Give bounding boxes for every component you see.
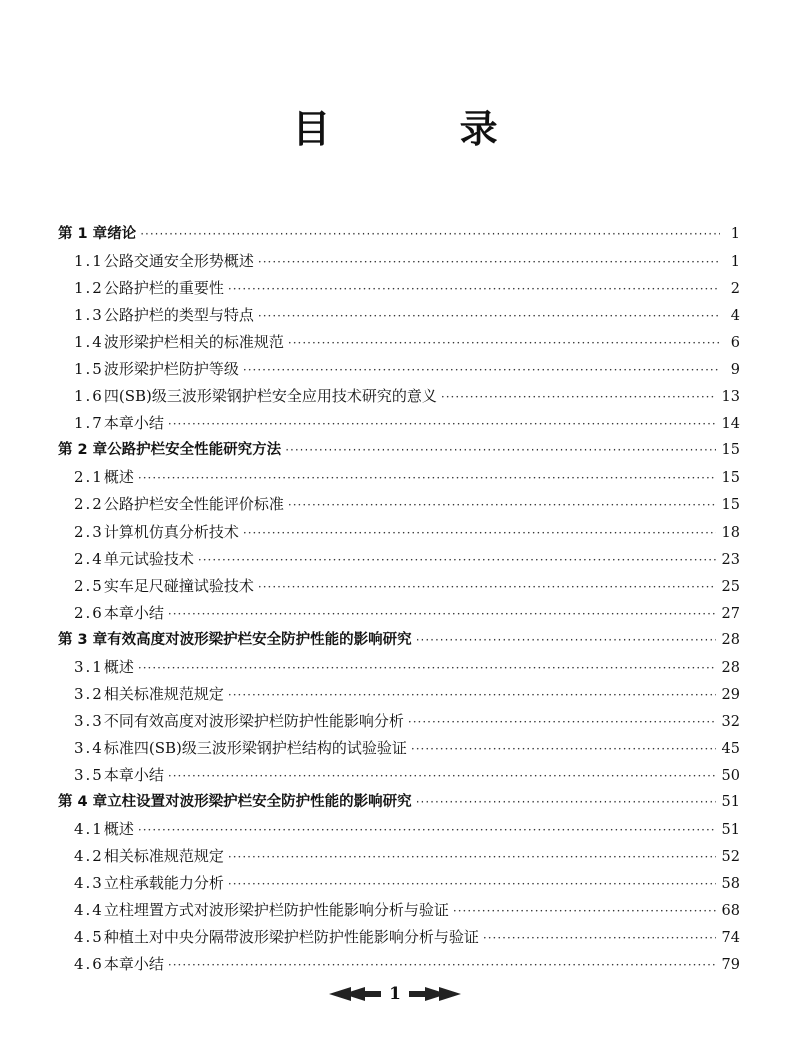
toc-entry-number: 3.2 [74, 684, 104, 703]
toc-section-entry [58, 843, 740, 870]
toc-entry-title: 公路护栏的类型与特点 [103, 306, 254, 325]
toc-entry-number: 1.2 [74, 279, 104, 298]
toc-entry-page: 15 [721, 470, 740, 487]
toc-entry-title: 不同有效高度对波形梁护栏防护性能影响分析 [103, 711, 404, 730]
double-arrow-right-icon [409, 986, 461, 1002]
toc-section-entry [58, 329, 740, 356]
toc-section-entry [58, 302, 740, 329]
dot-leader [228, 844, 716, 871]
dot-leader [168, 601, 716, 628]
toc-entry-title: 标准四(SB)级三波形梁钢护栏结构的试验验证 [103, 738, 407, 757]
toc-entry-page: 50 [721, 767, 740, 784]
dot-leader [258, 574, 716, 601]
toc-entry-title: 计算机仿真分析技术 [103, 522, 239, 541]
toc-entry-page: 23 [721, 551, 740, 568]
toc-entry-number: 1.5 [74, 360, 104, 379]
dot-leader [228, 276, 720, 303]
toc-chapter-entry [58, 221, 740, 248]
toc-entry-page: 32 [721, 713, 740, 730]
dot-leader [140, 221, 720, 248]
toc-entry-number: 1.1 [74, 252, 104, 271]
toc-section-entry [58, 951, 740, 978]
dot-leader [138, 465, 716, 492]
page-number: 1 [389, 984, 401, 1004]
dot-leader [258, 249, 720, 276]
toc-entry-page: 4 [730, 308, 740, 325]
toc-entry-page: 9 [730, 362, 740, 379]
toc-entry-page: 15 [721, 497, 740, 514]
toc-entry-number: 3.1 [74, 657, 104, 676]
toc-entry-title: 单元试验技术 [103, 549, 194, 568]
toc-entry-page: 14 [721, 416, 740, 433]
toc-entry-title: 立柱埋置方式对波形梁护栏防护性能影响分析与验证 [103, 901, 449, 920]
toc-section-entry [58, 410, 740, 437]
toc-entry-number: 1.4 [74, 333, 104, 352]
toc-entry-title: 四(SB)级三波形梁钢护栏安全应用技术研究的意义 [103, 387, 437, 406]
toc-entry-number: 第 1 章 [58, 226, 108, 242]
toc-entry-title: 概述 [103, 657, 134, 676]
toc-entry-page: 25 [721, 578, 740, 595]
toc-entry-title: 波形梁护栏相关的标准规范 [103, 333, 284, 352]
toc-entry-page: 52 [721, 849, 740, 866]
toc-entry-number: 2.6 [74, 603, 104, 622]
toc-entry-page: 1 [730, 226, 740, 242]
dot-leader [168, 952, 716, 979]
toc-entry-number: 1.7 [74, 414, 104, 433]
toc-chapter-entry [58, 789, 740, 816]
toc-entry-page: 6 [730, 335, 740, 352]
toc-chapter-entry [58, 437, 740, 464]
toc-entry-number: 2.2 [74, 495, 104, 514]
dot-leader [198, 547, 716, 574]
toc-entry-page: 15 [721, 442, 740, 459]
dot-leader [168, 763, 716, 790]
toc-section-entry [58, 735, 740, 762]
toc-entry-title: 相关标准规范规定 [103, 684, 224, 703]
dot-leader [168, 411, 716, 438]
toc-entry-title: 公路交通安全形势概述 [103, 252, 254, 271]
toc-entry-number: 3.5 [74, 765, 104, 784]
toc-entry-number: 2.5 [74, 576, 104, 595]
toc-entry-page: 27 [721, 605, 740, 622]
toc-entry-number: 4.1 [74, 820, 104, 839]
dot-leader [441, 384, 716, 411]
toc-entry-page: 1 [730, 254, 740, 271]
toc-entry-title: 概述 [103, 468, 134, 487]
toc-entry-title: 波形梁护栏防护等级 [103, 360, 239, 379]
toc-entry-page: 45 [721, 740, 740, 757]
toc-entry-number: 4.5 [74, 928, 104, 947]
toc-section-entry [58, 681, 740, 708]
toc-section-entry [58, 248, 740, 275]
toc-section-entry [58, 708, 740, 735]
double-arrow-left-icon [329, 986, 381, 1002]
toc-section-entry [58, 897, 740, 924]
toc-entry-title: 公路护栏安全性能研究方法 [107, 442, 282, 459]
toc-entry-page: 58 [721, 876, 740, 893]
toc-entry-title: 本章小结 [103, 414, 164, 433]
toc-entry-title: 公路护栏安全性能评价标准 [103, 495, 284, 514]
toc-entry-title: 公路护栏的重要性 [103, 279, 224, 298]
toc-entry-number: 4.2 [74, 847, 104, 866]
toc-entry-number: 1.3 [74, 306, 104, 325]
toc-entry-page: 79 [721, 957, 740, 974]
toc-section-entry [58, 870, 740, 897]
dot-leader [416, 789, 716, 816]
toc-entry-number: 2.3 [74, 522, 104, 541]
dot-leader [138, 817, 716, 844]
toc-entry-number: 2.4 [74, 549, 104, 568]
dot-leader [258, 303, 720, 330]
toc-section-entry [58, 519, 740, 546]
toc-entry-number: 3.3 [74, 711, 104, 730]
toc-entry-page: 51 [721, 822, 740, 839]
toc-entry-number: 第 2 章 [58, 442, 108, 459]
dot-leader [288, 492, 716, 519]
dot-leader [243, 357, 720, 384]
dot-leader [228, 871, 716, 898]
dot-leader [483, 925, 716, 952]
toc-entry-number: 4.4 [74, 901, 104, 920]
toc-entry-title: 相关标准规范规定 [103, 847, 224, 866]
toc-entry-title: 绪论 [107, 226, 137, 242]
table-of-contents [58, 221, 740, 978]
dot-leader [288, 330, 720, 357]
dot-leader [453, 898, 716, 925]
dot-leader [243, 520, 716, 547]
toc-chapter-entry [58, 627, 740, 654]
toc-entry-page: 18 [721, 524, 740, 541]
toc-entry-title: 本章小结 [103, 955, 164, 974]
dot-leader [138, 655, 716, 682]
toc-entry-number: 2.1 [74, 468, 104, 487]
toc-entry-title: 有效高度对波形梁护栏安全防护性能的影响研究 [107, 631, 412, 648]
toc-section-entry [58, 924, 740, 951]
dot-leader [228, 682, 716, 709]
toc-entry-page: 51 [721, 793, 740, 810]
toc-section-entry [58, 491, 740, 518]
toc-section-entry [58, 546, 740, 573]
toc-entry-title: 实车足尺碰撞试验技术 [103, 576, 254, 595]
toc-entry-number: 4.6 [74, 955, 104, 974]
page-footer [0, 984, 790, 1004]
toc-section-entry [58, 464, 740, 491]
dot-leader [411, 736, 716, 763]
toc-entry-page: 28 [721, 631, 740, 648]
toc-entry-page: 2 [730, 281, 740, 298]
toc-section-entry [58, 383, 740, 410]
page-title: 目 录 [292, 107, 556, 151]
toc-section-entry [58, 356, 740, 383]
toc-section-entry [58, 762, 740, 789]
toc-entry-title: 本章小结 [103, 765, 164, 784]
toc-section-entry [58, 600, 740, 627]
toc-entry-page: 68 [721, 903, 740, 920]
toc-section-entry [58, 275, 740, 302]
toc-section-entry [58, 654, 740, 681]
toc-entry-page: 13 [721, 389, 740, 406]
toc-entry-title: 立柱承载能力分析 [103, 874, 224, 893]
toc-entry-number: 第 4 章 [58, 793, 108, 810]
toc-section-entry [58, 573, 740, 600]
toc-entry-page: 74 [721, 930, 740, 947]
toc-entry-page: 28 [721, 659, 740, 676]
dot-leader [408, 709, 716, 736]
toc-entry-number: 1.6 [74, 387, 104, 406]
toc-entry-title: 立柱设置对波形梁护栏安全防护性能的影响研究 [107, 793, 412, 810]
dot-leader [416, 627, 716, 654]
toc-entry-number: 4.3 [74, 874, 104, 893]
dot-leader [285, 437, 715, 464]
toc-section-entry [58, 816, 740, 843]
toc-entry-title: 本章小结 [103, 603, 164, 622]
toc-entry-title: 种植土对中央分隔带波形梁护栏防护性能影响分析与验证 [103, 928, 479, 947]
toc-entry-number: 3.4 [74, 738, 104, 757]
toc-entry-title: 概述 [103, 820, 134, 839]
toc-entry-number: 第 3 章 [58, 631, 108, 648]
toc-entry-page: 29 [721, 686, 740, 703]
